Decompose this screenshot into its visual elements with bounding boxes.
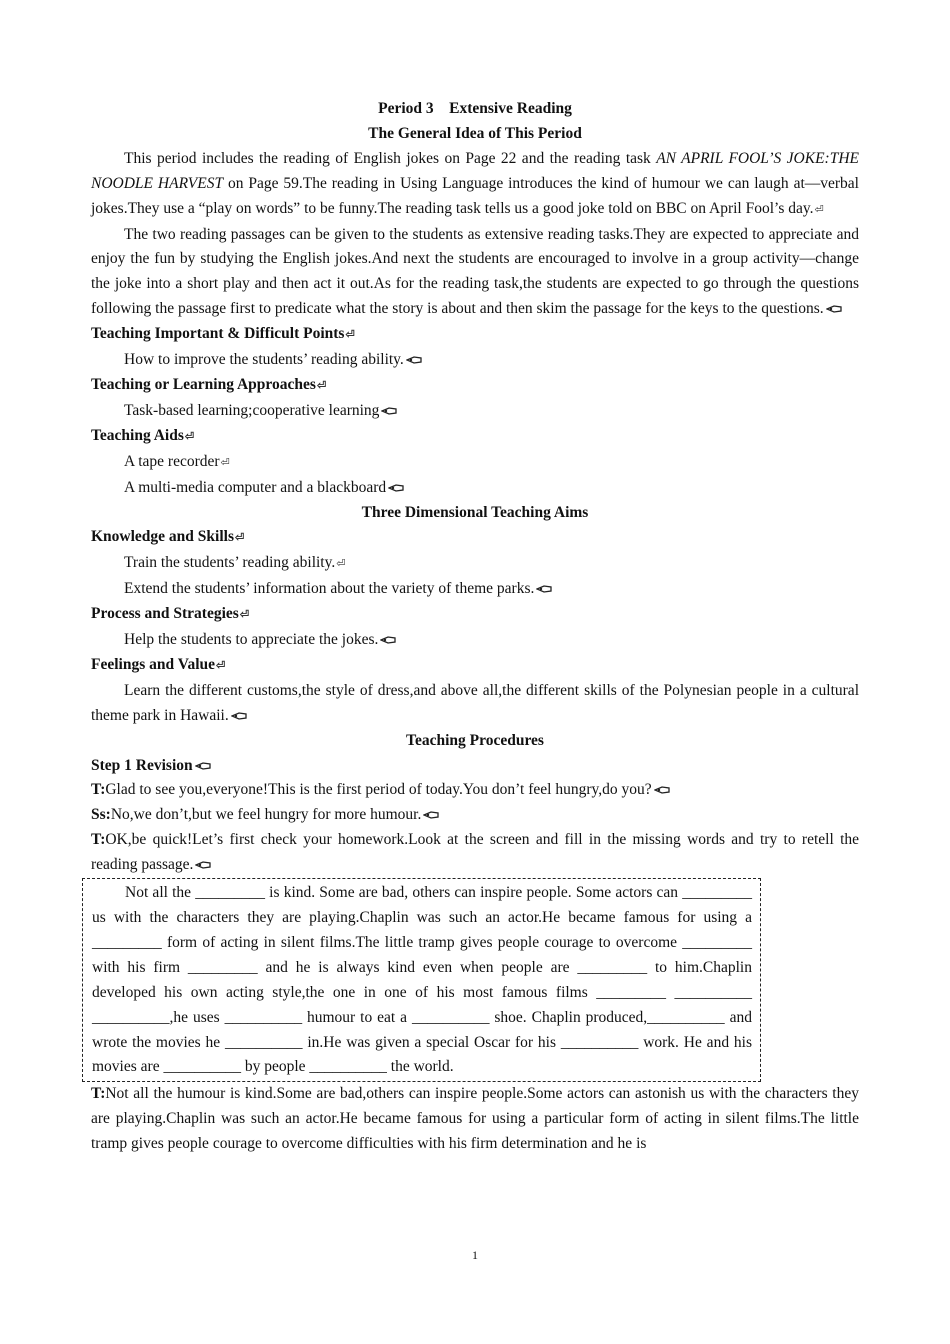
- answer-paragraph: T:Not all the humour is kind.Some are bad,others can inspire people.Some actors can astonish us with the characters they are playing.Chaplin was such an actor.He became famous for using a particular form of acting in silent films.The little tramp gives people courage to overcome difficulties with his firm determination and he is: [91, 1085, 859, 1153]
- hand-pointer-icon: [195, 860, 212, 870]
- reading-task-title: AN APRIL FOOL’S JOKE:THE NOODLE HARVEST: [91, 149, 859, 192]
- paragraph-mark-icon: ⏎: [216, 659, 226, 672]
- aids-item-2: A multi-media computer and a blackboard: [91, 476, 859, 501]
- process-heading: Process and Strategies⏎: [91, 605, 250, 623]
- paragraph-mark-icon: ⏎: [220, 456, 230, 469]
- intro-paragraph-1: This period includes the reading of English jokes on Page 22 and the reading task AN APRIL FOOL’S JOKE:THE NOODLE HARVEST on Page 59.The reading in Using Language introduces the kind of humour we can laugh at—verbal jokes.They use a “play on words” to be funny.The reading task tells us a good joke told on BBC on April Fool’s day.⏎: [91, 149, 859, 217]
- knowledge-item-1: Train the students’ reading ability.⏎: [124, 554, 346, 572]
- hand-pointer-icon: [423, 810, 440, 820]
- page-number: 1: [472, 1248, 478, 1262]
- paragraph-mark-icon: ⏎: [345, 329, 355, 342]
- dialogue-line: T:OK,be quick!Let’s first check your homework.Look at the screen and fill in the missing words and try to retell the reading passage.: [91, 831, 859, 874]
- paragraph-mark-icon: ⏎: [239, 609, 250, 622]
- procedures-heading: Teaching Procedures: [406, 731, 544, 749]
- hand-pointer-icon: [388, 483, 405, 493]
- feelings-text: Learn the different customs,the style of dress,and above all,the different skills of the Polynesian people in a cultural theme park in Hawaii.: [91, 681, 859, 724]
- page-title: Period 3 Extensive Reading: [378, 100, 572, 117]
- hand-pointer-icon: [231, 711, 248, 721]
- hand-pointer-icon: [380, 635, 397, 645]
- points-heading: Teaching Important & Difficult Points⏎: [91, 325, 355, 343]
- approaches-text: Task-based learning;cooperative learning: [91, 399, 859, 424]
- hand-pointer-icon: [826, 304, 843, 314]
- cloze-text: Not all the _________ is kind. Some are bad, others can inspire people. Some actors can _________ us with the characters they are playing.Chaplin was such an actor.He became famous for using a _________ form of acting in silent films.The little tramp gives people courage to overcome _________ with his firm _________ and he is always kind even when people are _________ to him.Chaplin developed his own acting style,the one in one of his most famous films _________ __________ __________,he uses __________ humour to eat a __________ shoe. Chaplin produced,__________ and wrote the movies he __________ in.He was given a special Oscar for his __________ work. He and his movies are __________ by people __________ the world.: [92, 884, 752, 1076]
- approaches-heading: Teaching or Learning Approaches⏎: [91, 375, 327, 393]
- hand-pointer-icon: [381, 406, 398, 416]
- general-idea-heading: The General Idea of This Period: [368, 124, 582, 142]
- paragraph-mark-icon: ⏎: [235, 532, 245, 545]
- hand-pointer-icon: [195, 761, 212, 771]
- intro-paragraph-2: The two reading passages can be given to the students as extensive reading tasks.They are expected to appreciate and enjoy the fun by studying the English jokes.And next the students are encouraged to involve in a group activity—change the joke into a short play and then act it out.As for the reading task,the students are expected to go through the questions following the passage first to predicate what the story is about and then skim the passage for the keys to the questions.: [91, 225, 859, 318]
- aids-heading: Teaching Aids⏎: [91, 426, 195, 444]
- feelings-heading: Feelings and Value⏎: [91, 655, 226, 673]
- process-text: Help the students to appreciate the jokes.: [91, 628, 859, 653]
- hand-pointer-icon: [654, 785, 671, 795]
- points-text: How to improve the students’ reading ability.: [91, 348, 859, 373]
- dialogue-line: Ss:No,we don’t,but we feel hungry for more humour.: [91, 803, 859, 828]
- aids-item-1: A tape recorder⏎: [124, 452, 230, 470]
- hand-pointer-icon: [536, 584, 553, 594]
- hand-pointer-icon: [406, 355, 423, 365]
- paragraph-mark-icon: ⏎: [336, 558, 346, 571]
- paragraph-mark-icon: ⏎: [814, 203, 824, 216]
- step1-heading: Step 1 Revision: [91, 754, 859, 779]
- dialogue-line: T:Glad to see you,everyone!This is the first period of today.You don’t feel hungry,do you?: [91, 778, 859, 803]
- paragraph-mark-icon: ⏎: [316, 379, 327, 392]
- knowledge-item-2: Extend the students’ information about the variety of theme parks.: [91, 577, 859, 602]
- cloze-exercise-box: [82, 878, 761, 1082]
- paragraph-mark-icon: ⏎: [184, 430, 195, 443]
- document-page: [91, 97, 859, 1157]
- knowledge-heading: Knowledge and Skills⏎: [91, 528, 245, 546]
- aims-heading: Three Dimensional Teaching Aims: [361, 503, 589, 521]
